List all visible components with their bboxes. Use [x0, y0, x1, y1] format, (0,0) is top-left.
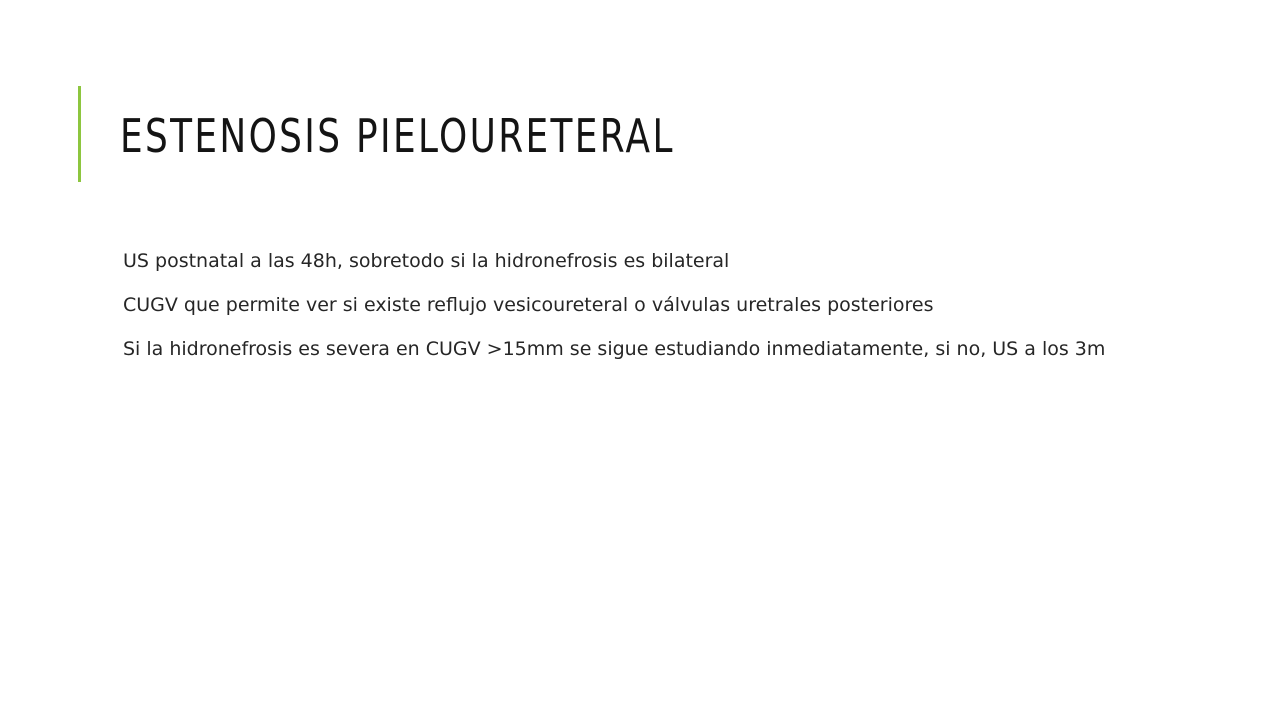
- slide-title: ESTENOSIS PIELOURETERAL: [120, 109, 675, 163]
- title-accent-bar: [78, 86, 81, 182]
- body-paragraph-2: CUGV que permite ver si existe reflujo vesicoureteral o válvulas uretrales posteriores: [123, 294, 934, 316]
- slide-body: [123, 246, 1133, 378]
- body-paragraph-1: US postnatal a las 48h, sobretodo si la hidronefrosis es bilateral: [123, 250, 730, 272]
- body-paragraph-3: Si la hidronefrosis es severa en CUGV >15mm se sigue estudiando inmediatamente, si no, US a los 3m: [123, 338, 1106, 360]
